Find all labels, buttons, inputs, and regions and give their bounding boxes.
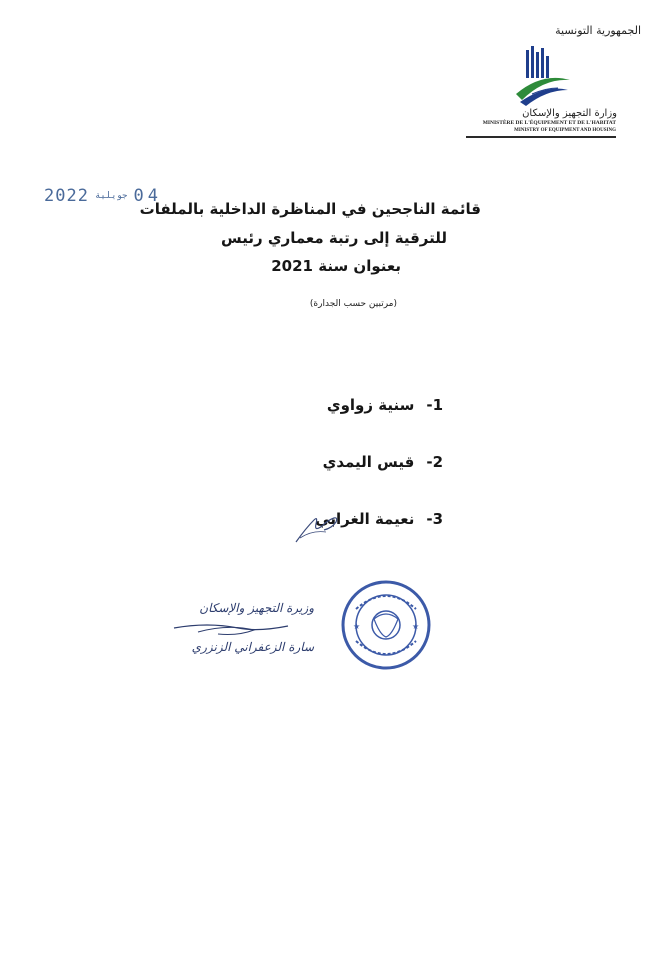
list-item-name: قيس اليمدي	[322, 453, 415, 471]
list-item-number: 3-	[426, 510, 443, 528]
list-item	[323, 453, 443, 471]
ministry-name-english: MINISTRY OF EQUIPMENT AND HOUSING	[514, 128, 616, 133]
ministry-name-french: MINISTÈRE DE L'ÉQUIPEMENT ET DE L'HABITAT	[482, 120, 616, 126]
list-item	[327, 396, 443, 414]
ministry-name-arabic: وزارة التجهيز والإسكان	[522, 108, 617, 119]
initials-signature	[292, 506, 342, 546]
list-item-name: نعيمة الغرابي	[315, 510, 415, 528]
list-item-number: 2-	[426, 453, 443, 471]
ministry-logo-icon	[512, 44, 572, 112]
signatory-title: وزيرة التجهيز والإسكان	[199, 601, 314, 615]
svg-text:★: ★	[353, 622, 361, 631]
republic-heading: الجمهورية التونسية	[555, 24, 641, 37]
svg-text:★: ★	[412, 622, 420, 631]
title-line-3: بعنوان سنة 2021	[271, 257, 401, 275]
title-line-1: قائمة الناجحين في المناظرة الداخلية بالملفات	[139, 200, 481, 218]
ranking-note: (مرتبين حسب الجدارة)	[309, 299, 397, 309]
date-stamp-day: 04	[133, 185, 162, 206]
official-seal	[340, 579, 432, 671]
title-line-2: للترقية إلى رتبة معماري رئيس	[221, 229, 447, 247]
list-item-name: سنية زواوي	[326, 396, 415, 414]
date-stamp-year: 2022	[44, 185, 89, 206]
header-divider	[466, 136, 616, 138]
date-stamp-month: جويلية	[94, 190, 128, 201]
signatory-name: سارة الزعفراني الزنزري	[191, 640, 314, 654]
list-item-number: 1-	[426, 396, 443, 414]
